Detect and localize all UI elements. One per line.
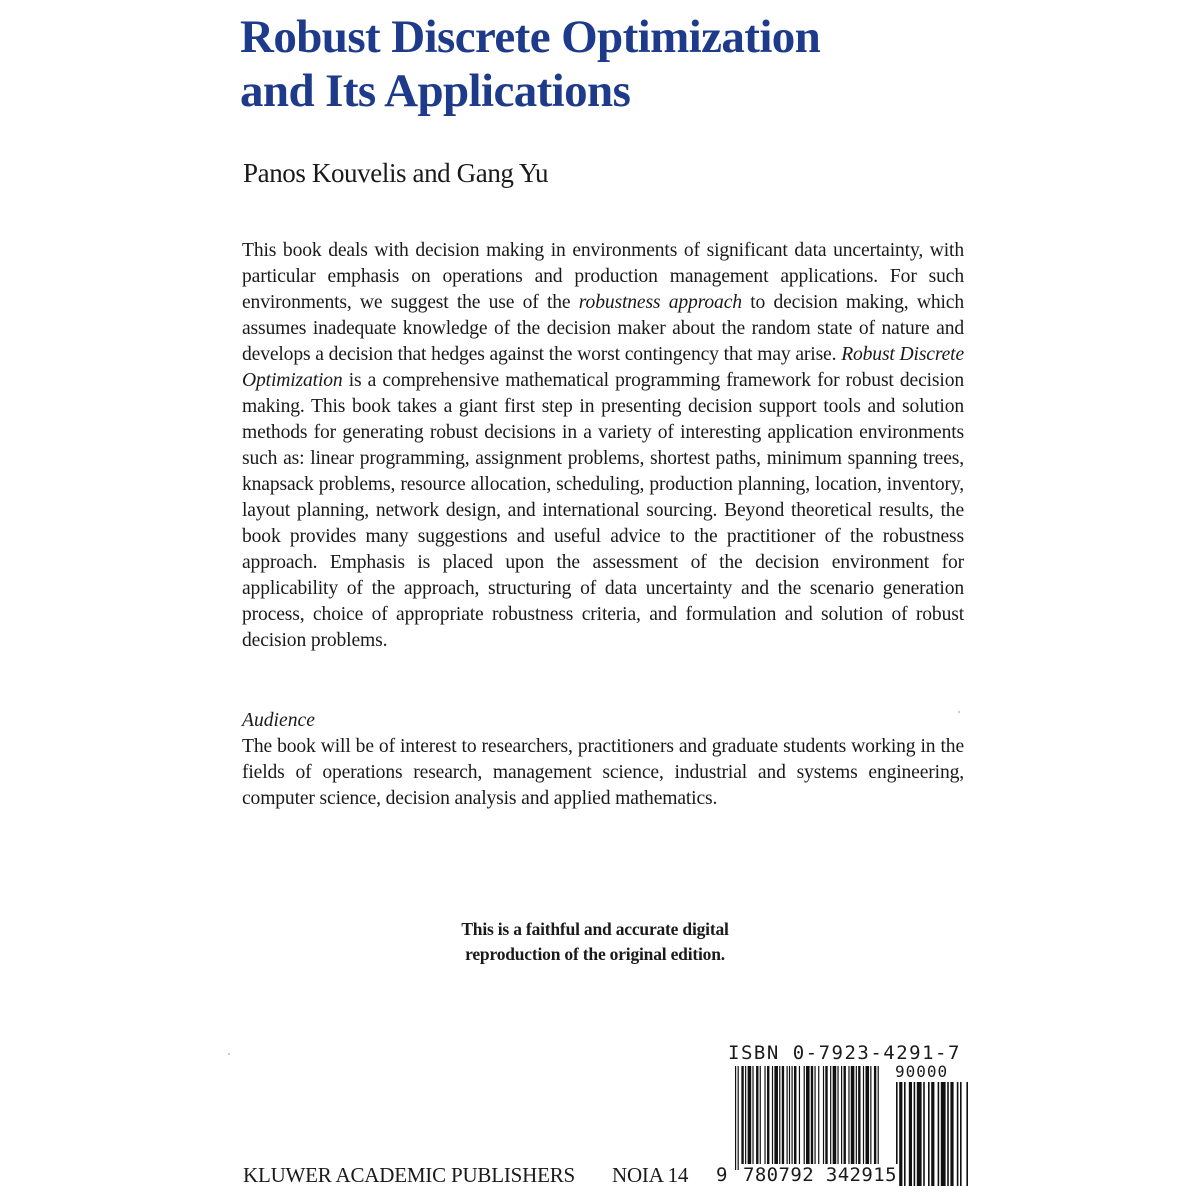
barcode-bar	[938, 1082, 940, 1186]
barcode-bar	[830, 1066, 831, 1170]
barcode-bar	[823, 1066, 824, 1170]
barcode-bar	[735, 1066, 736, 1170]
barcode-bar	[878, 1066, 879, 1170]
barcode-bar	[752, 1066, 753, 1170]
barcode-bar	[841, 1066, 842, 1170]
barcode-bar	[806, 1066, 810, 1170]
barcode-bar	[914, 1082, 916, 1186]
barcode-bar	[941, 1082, 946, 1186]
barcode-bar	[904, 1082, 906, 1186]
barcode-bar	[774, 1066, 778, 1170]
barcode-bar	[931, 1082, 934, 1186]
barcode-bar	[858, 1066, 860, 1170]
barcode-bar	[745, 1066, 746, 1170]
book-title-line-2: and Its Applications	[240, 65, 631, 117]
barcode-bar	[818, 1066, 819, 1170]
barcode-bar	[756, 1066, 758, 1170]
book-title-line-1: Robust Discrete Optimization	[240, 11, 821, 63]
barcode-bar	[865, 1066, 869, 1170]
barcode-bar	[856, 1066, 857, 1170]
publisher-name: KLUWER ACADEMIC PUBLISHERS	[243, 1163, 575, 1187]
description-part-3: is a comprehensive mathematical programming framework for robust decision making. This book takes a giant first step in presenting decision support tools and solution methods for generating robust decisions in a variety of interesting application environments such as: linear programming, assignment problems, shortest paths, minimum spanning trees, knapsack problems, resource allocation, scheduling, production planning, location, inventory, layout planning, network design, and international sourcing. Beyond theoretical results, the book provides many suggestions and useful advice to the practitioner of the robustness approach. Emphasis is placed upon the assessment of the decision environment for applicability of the approach, structuring of data uncertainty and the scenario generation process, choice of appropriate robustness criteria, and formulation and solution of robust decision problems.	[242, 370, 964, 651]
barcode-bar	[764, 1066, 765, 1170]
barcode-bar	[772, 1066, 773, 1170]
barcode-bar	[799, 1066, 800, 1170]
barcode-bar	[863, 1066, 864, 1170]
barcode-bar	[789, 1066, 790, 1170]
barcode-bar	[844, 1066, 846, 1170]
isbn-number: ISBN 0-7923-4291-7	[728, 1042, 961, 1064]
barcode-bar	[917, 1082, 922, 1186]
print-speck	[958, 711, 960, 713]
barcode-bar	[928, 1082, 930, 1186]
barcode-bar	[760, 1066, 761, 1170]
barcode-bar	[748, 1066, 752, 1170]
barcode-bar	[923, 1082, 925, 1186]
barcode-bar	[837, 1066, 838, 1170]
barcode-bar	[791, 1066, 792, 1170]
barcode-addon-digits: 90000	[895, 1062, 949, 1081]
print-speck	[228, 1053, 230, 1055]
barcode-bar	[782, 1066, 784, 1170]
barcode-addon-bars	[896, 1082, 968, 1186]
barcode-bar	[814, 1066, 815, 1170]
barcode-bar	[811, 1066, 813, 1170]
barcode-bar	[960, 1082, 962, 1186]
book-authors: Panos Kouvelis and Gang Yu	[243, 158, 549, 188]
barcode-main-bars	[735, 1066, 880, 1170]
audience-heading: Audience	[242, 710, 315, 731]
audience-text: The book will be of interest to researchers, practitioners and graduate students working in the fields of operations research, management science, industrial and systems engineering, computer science, decision analysis and applied mathematics.	[242, 736, 964, 809]
barcode-bar	[767, 1066, 769, 1170]
barcode-bar	[804, 1066, 805, 1170]
barcode-bar	[794, 1066, 796, 1170]
description-term-robustness-approach: robustness approach	[578, 292, 742, 313]
description-part-1: This book deals with decision making in environments of significant data uncertainty, with particular emphasis on operations and production management applications. For such environments, we suggest the use of the	[242, 240, 964, 313]
barcode-bar	[874, 1066, 876, 1170]
barcode-bar	[787, 1066, 788, 1170]
ean-prefix-digit: 9	[716, 1164, 728, 1186]
reproduction-note-line-2: reproduction of the original edition.	[465, 944, 725, 964]
barcode-bar	[779, 1066, 780, 1170]
barcode-bar	[870, 1066, 871, 1170]
barcode-bar	[848, 1066, 849, 1170]
barcode-bar	[899, 1082, 902, 1186]
barcode-bar	[741, 1066, 743, 1170]
book-description	[242, 238, 964, 654]
barcode-bar	[825, 1066, 827, 1170]
book-title	[240, 10, 960, 118]
barcode-bar	[833, 1066, 837, 1170]
barcode-bar	[966, 1082, 968, 1186]
barcode-bar	[909, 1082, 912, 1186]
barcode-bar	[738, 1066, 739, 1170]
barcode-bar	[851, 1066, 855, 1170]
series-code: NOIA 14	[612, 1163, 689, 1187]
ean-digits: 780792 342915	[743, 1164, 897, 1186]
barcode-bar	[950, 1082, 953, 1186]
barcode-bar	[947, 1082, 949, 1186]
description-part-2: to decision making, which assumes inadequate knowledge of the decision maker about the random state of nature and develops a decision that hedges against the worst contingency that may arise.	[242, 292, 964, 365]
reproduction-note	[395, 917, 795, 967]
description-term-robust-discrete-optimization: Robust Discrete Optimization	[242, 344, 964, 391]
barcode-bar	[957, 1082, 959, 1186]
reproduction-note-line-1: This is a faithful and accurate digital	[461, 919, 729, 939]
